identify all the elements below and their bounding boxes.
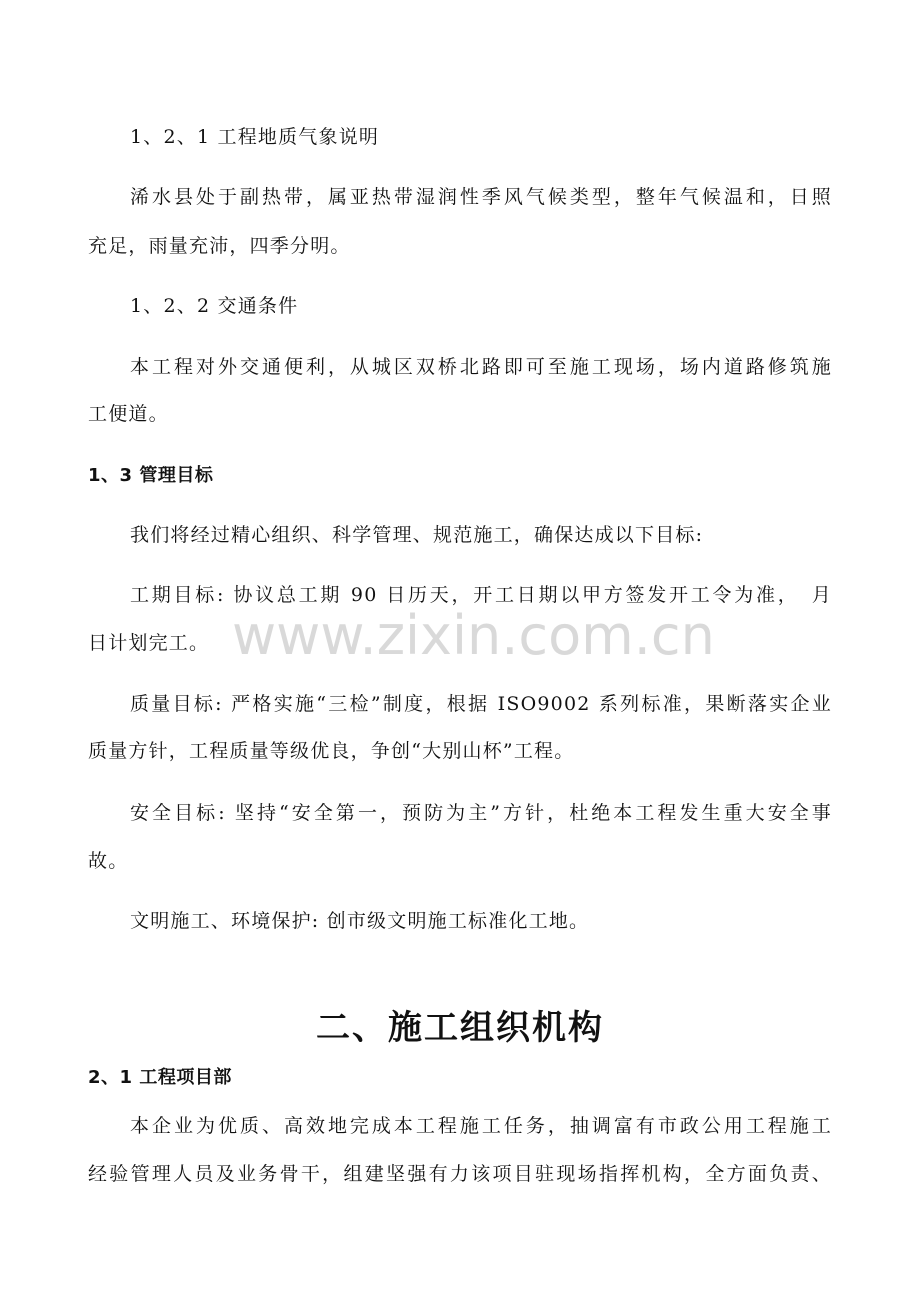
project-dept-line-2: 经验管理人员及业务骨干，组建坚强有力该项目驻现场指挥机构，全方面负责、	[88, 1163, 832, 1185]
quality-goal-line-1: 质量目标: 严格实施“三检”制度，根据 ISO9002 系列标准，果断落实企业	[130, 693, 832, 715]
climate-paragraph-line-1: 浠水县处于副热带，属亚热带湿润性季风气候类型，整年气候温和，日照	[130, 186, 832, 208]
traffic-paragraph-line-2: 工便道。	[88, 403, 169, 425]
safety-goal-line-2: 故。	[88, 850, 129, 872]
safety-goal-line-1: 安全目标: 坚持“安全第一，预防为主”方针，杜绝本工程发生重大安全事	[130, 802, 832, 824]
goals-intro: 我们将经过精心组织、科学管理、规范施工，确保达成以下目标:	[130, 524, 704, 546]
quality-goal-line-2: 质量方针，工程质量等级优良，争创“大别山杯”工程。	[88, 740, 575, 762]
project-dept-line-1: 本企业为优质、高效地完成本工程施工任务，抽调富有市政公用工程施工	[130, 1115, 832, 1137]
section-2-1-heading: 2、1 工程项目部	[88, 1067, 232, 1088]
section-1-3-heading: 1、3 管理目标	[88, 465, 214, 486]
traffic-paragraph-line-1: 本工程对外交通便利，从城区双桥北路即可至施工现场，场内道路修筑施	[130, 356, 832, 378]
chapter-2-title: 二、施工组织机构	[316, 1008, 604, 1048]
civil-construction-goal: 文明施工、环境保护: 创市级文明施工标准化工地。	[130, 910, 590, 932]
schedule-goal-line-2: 日计划完工。	[88, 632, 210, 654]
watermark: www.zixin.com.cn	[232, 604, 715, 667]
climate-paragraph-line-2: 充足，雨量充沛，四季分明。	[88, 235, 351, 257]
schedule-goal-line-1: 工期目标: 协议总工期 90 日历天，开工日期以甲方签发开工令为准， 月	[130, 584, 832, 606]
section-1-2-2-heading: 1、2、2 交通条件	[130, 295, 299, 317]
section-1-2-1-heading: 1、2、1 工程地质气象说明	[130, 126, 380, 148]
